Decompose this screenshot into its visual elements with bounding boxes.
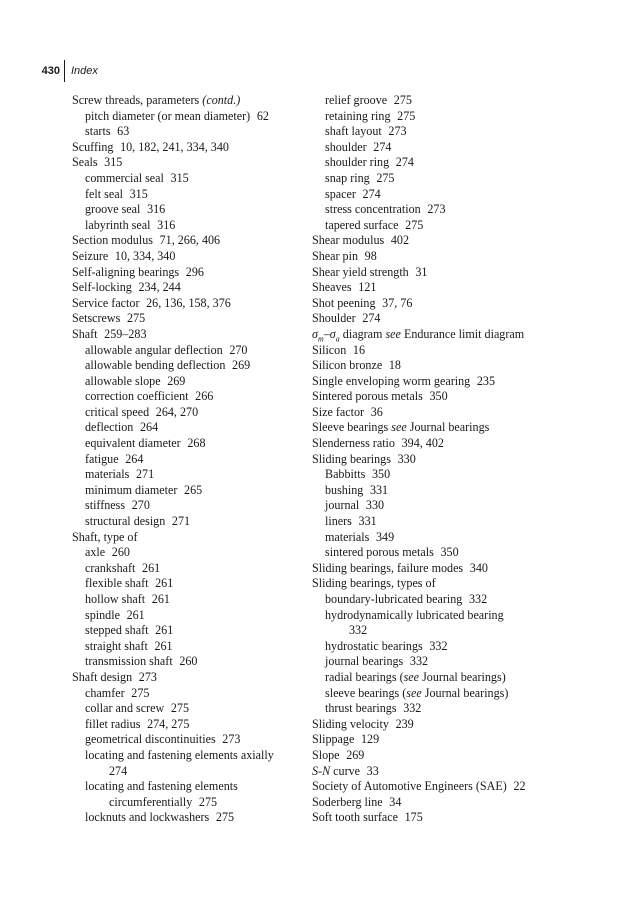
index-entry — [72, 530, 302, 546]
entry-term: relief groove — [325, 93, 388, 107]
entry-term: hydrodynamically lubricated bearing — [325, 607, 504, 622]
entry-term: locating and fastening elements axially — [85, 747, 274, 762]
page-refs: 260 — [179, 654, 198, 669]
index-entry — [312, 389, 612, 405]
index-entry — [312, 639, 612, 655]
entry-term: fillet radius — [85, 716, 141, 731]
index-entry — [312, 670, 612, 686]
index-entry — [312, 530, 612, 546]
index-entry — [312, 483, 612, 499]
index-entry — [312, 109, 612, 125]
entry-term: collar and screw — [85, 701, 165, 716]
entry-term: thrust bearings — [325, 701, 397, 716]
page-refs: 63 — [117, 124, 130, 139]
entry-term: Sintered porous metals — [312, 389, 423, 404]
page-refs: 332 — [409, 654, 429, 669]
page-refs: 261 — [151, 592, 170, 606]
page-refs: 33 — [366, 763, 379, 778]
index-entry — [312, 732, 612, 748]
index-entry — [72, 327, 302, 343]
index-entry — [312, 717, 612, 733]
entry-term: Shaft design — [72, 669, 133, 684]
header-divider — [64, 60, 65, 82]
index-entry — [312, 140, 612, 156]
entry-term: curve — [333, 763, 361, 778]
entry-term: Society of Automotive Engineers (SAE) — [312, 779, 507, 794]
entry-term: Shear yield strength — [312, 264, 409, 279]
entry-term: Section modulus — [72, 233, 153, 248]
entry-term: labyrinth seal — [85, 217, 151, 232]
entry-term: allowable slope — [85, 373, 161, 388]
index-entry — [312, 795, 612, 811]
entry-term: Shear modulus — [312, 233, 385, 248]
page-refs: 261 — [154, 638, 173, 653]
entry-term: radial bearings — [325, 669, 397, 684]
index-entry — [72, 795, 302, 811]
see-target: Journal bearings — [424, 685, 505, 700]
page-refs: 275 — [405, 217, 424, 232]
page-refs: 273 — [138, 669, 157, 684]
index-entry — [312, 218, 612, 234]
index-entry — [312, 748, 612, 764]
subscript-a: a — [335, 334, 340, 344]
index-entry — [72, 296, 302, 312]
page-refs: 332 — [403, 701, 422, 716]
entry-term: sintered porous metals — [325, 545, 434, 560]
entry-term: starts — [85, 124, 111, 139]
page-refs: 270 — [131, 498, 150, 513]
index-entry — [312, 327, 612, 343]
page-refs: 235 — [476, 373, 495, 388]
index-entry — [72, 109, 302, 125]
page-refs: 239 — [395, 716, 414, 731]
entry-term: locknuts and lockwashers — [85, 810, 210, 825]
page-refs: 275 — [131, 685, 150, 700]
entry-term: Silicon — [312, 342, 347, 357]
page-refs: 260 — [111, 545, 130, 560]
entry-term: spindle — [85, 607, 120, 622]
page-refs: 22 — [513, 779, 526, 794]
index-entry — [312, 654, 612, 670]
index-entry — [72, 187, 302, 203]
page-refs: 268 — [187, 436, 206, 451]
entry-term: minimum diameter — [85, 482, 178, 497]
index-entry — [312, 686, 612, 702]
index-entry — [72, 545, 302, 561]
index-entry — [312, 436, 612, 452]
page-refs: 26, 136, 158, 376 — [146, 295, 231, 310]
entry-term: structural design — [85, 514, 166, 529]
index-entry — [72, 764, 302, 780]
entry-term: Size factor — [312, 404, 365, 419]
index-entry — [312, 311, 612, 327]
page-refs: 275 — [393, 93, 412, 107]
index-entry — [72, 467, 302, 483]
entry-term: straight shaft — [85, 638, 148, 653]
page-refs: 259–283 — [104, 326, 147, 341]
index-entry — [312, 701, 612, 717]
index-entry — [72, 249, 302, 265]
subscript-m: m — [317, 334, 324, 344]
index-entry — [72, 155, 302, 171]
entry-term: spacer — [325, 186, 356, 201]
sigma-m: $\sigma_m$ — [312, 326, 324, 344]
page-refs: 350 — [440, 545, 459, 560]
page-refs: 275 — [198, 794, 218, 809]
page-refs: 261 — [155, 576, 174, 591]
index-entry — [312, 249, 612, 265]
entry-term: circumferentially — [109, 794, 193, 809]
page-refs: 275 — [215, 810, 235, 825]
index-entry — [312, 623, 612, 639]
page-refs: 234, 244 — [138, 280, 181, 295]
index-entry — [72, 218, 302, 234]
page-refs: 296 — [185, 264, 204, 279]
entry-term: crankshaft — [85, 560, 136, 575]
entry-term: deflection — [85, 420, 134, 435]
page-refs: 275 — [127, 311, 146, 326]
index-entry — [72, 140, 302, 156]
page-refs: 332 — [429, 638, 448, 653]
entry-term: boundary-lubricated bearing — [325, 592, 463, 606]
see-target: Journal bearings — [422, 669, 502, 684]
page-refs: 37, 76 — [382, 295, 413, 310]
entry-term: Shaft, type of — [72, 529, 138, 544]
entry-term: axle — [85, 545, 106, 560]
entry-term: Sheaves — [312, 280, 352, 295]
page-refs: 330 — [397, 451, 416, 466]
page-refs: 402 — [390, 233, 410, 248]
page-refs: 31 — [415, 264, 428, 279]
index-column-left — [72, 93, 302, 826]
entry-term: retaining ring — [325, 108, 391, 123]
page-refs: 71, 266, 406 — [159, 233, 221, 248]
entry-term: groove seal — [85, 202, 141, 217]
page-refs: 98 — [364, 248, 377, 263]
index-entry — [312, 358, 612, 374]
index-entry — [72, 405, 302, 421]
page-refs: 175 — [404, 810, 423, 825]
index-entry — [72, 779, 302, 795]
page-refs: 265 — [184, 482, 203, 497]
entry-term: geometrical discontinuities — [85, 732, 216, 747]
entry-term: materials — [85, 467, 130, 482]
page-refs: 270 — [229, 342, 248, 357]
entry-term: correction coefficient — [85, 389, 189, 404]
page-refs: 10, 334, 340 — [114, 248, 176, 263]
page-refs: 269 — [167, 373, 186, 388]
entry-term: Slippage — [312, 732, 355, 747]
entry-term: Setscrews — [72, 311, 121, 326]
entry-term: Sliding bearings, failure modes — [312, 560, 464, 575]
index-entry — [72, 233, 302, 249]
entry-term: stiffness — [85, 498, 126, 513]
paren-close: ) — [501, 669, 506, 684]
page-refs: 274, 275 — [147, 716, 190, 731]
page-refs: 264 — [125, 451, 144, 466]
index-entry — [312, 545, 612, 561]
index-entry — [72, 93, 302, 109]
page-refs: 16 — [352, 342, 366, 357]
index-entry — [72, 639, 302, 655]
index-entry — [72, 654, 302, 670]
page-refs: 62 — [256, 108, 269, 123]
page-refs: 273 — [427, 202, 446, 217]
page-refs: 269 — [346, 747, 365, 762]
page-refs: 315 — [129, 186, 148, 201]
page-refs: 330 — [365, 498, 385, 513]
page-refs: 261 — [155, 623, 174, 638]
index-entry — [72, 514, 302, 530]
entry-term: shoulder ring — [325, 155, 390, 170]
entry-term: Single enveloping worm gearing — [312, 373, 471, 388]
entry-term: stepped shaft — [85, 623, 149, 638]
index-entry — [72, 202, 302, 218]
entry-term: allowable angular deflection — [85, 342, 223, 357]
entry-term: Slope — [312, 747, 340, 762]
index-entry — [72, 498, 302, 514]
page-refs: 273 — [222, 732, 241, 747]
paren-close: ) — [504, 685, 509, 700]
see-reference: see — [385, 326, 401, 341]
index-entry — [312, 124, 612, 140]
index-entry — [72, 311, 302, 327]
entry-term: tapered surface — [325, 217, 399, 232]
index-entry — [72, 452, 302, 468]
index-entry — [312, 280, 612, 296]
page-refs: 121 — [358, 280, 377, 295]
page-refs: 274 — [362, 186, 381, 201]
entry-term: journal — [325, 498, 360, 513]
entry-term: Seizure — [72, 248, 109, 263]
index-entry — [72, 576, 302, 592]
index-entry — [312, 187, 612, 203]
index-entry — [72, 436, 302, 452]
section-title: Index — [71, 65, 98, 77]
index-entry — [312, 374, 612, 390]
entry-term: Soft tooth surface — [312, 810, 398, 825]
entry-term: journal bearings — [325, 654, 404, 669]
entry-term: diagram — [342, 326, 383, 341]
index-entry — [72, 420, 302, 436]
entry-term: bushing — [325, 482, 364, 497]
index-entry — [72, 608, 302, 624]
entry-term: commercial seal — [85, 170, 164, 185]
entry-term: materials — [325, 529, 370, 544]
page-refs: 394, 402 — [401, 436, 444, 451]
index-entry — [72, 748, 302, 764]
running-header — [0, 64, 627, 84]
index-entry — [312, 233, 612, 249]
page-refs: 316 — [147, 202, 166, 217]
page-refs: 129 — [360, 732, 380, 747]
entry-term: shoulder — [325, 139, 367, 154]
index-entry — [312, 779, 612, 795]
page-refs: 18 — [388, 358, 401, 373]
entry-term: stress concentration — [325, 202, 421, 217]
entry-term: Scuffing — [72, 139, 114, 154]
page-refs: 275 — [170, 701, 190, 716]
index-entry — [72, 358, 302, 374]
entry-term: allowable bending deflection — [85, 358, 226, 373]
see-target: Journal bearings — [409, 420, 490, 435]
page-refs: 36 — [370, 404, 383, 419]
page-refs: 275 — [376, 170, 395, 185]
index-entry — [72, 280, 302, 296]
paren-open: ( — [402, 685, 407, 700]
entry-term: Seals — [72, 155, 98, 170]
index-entry — [312, 343, 612, 359]
entry-term: Babbitts — [325, 467, 366, 482]
index-entry — [72, 623, 302, 639]
index-entry — [72, 343, 302, 359]
index-entry — [72, 686, 302, 702]
page-refs: 315 — [104, 155, 123, 170]
entry-term: shaft layout — [325, 124, 382, 139]
index-entry — [72, 670, 302, 686]
index-entry — [312, 576, 612, 592]
entry-term: flexible shaft — [85, 576, 149, 591]
entry-term: Sliding bearings, types of — [312, 576, 436, 591]
index-entry — [72, 810, 302, 826]
entry-term: Sleeve bearings — [312, 420, 389, 435]
index-entry — [312, 514, 612, 530]
dash: – — [323, 326, 330, 341]
entry-term: Sliding velocity — [312, 716, 389, 731]
page-refs: 34 — [389, 794, 402, 809]
entry-term: sleeve bearings — [325, 685, 400, 700]
entry-term: Shot peening — [312, 295, 376, 310]
index-entry — [312, 296, 612, 312]
page-refs: 331 — [358, 514, 377, 529]
page-refs: 316 — [157, 217, 176, 232]
index-entry — [312, 467, 612, 483]
sigma-a: $\sigma_a$ — [329, 326, 340, 344]
index-entry — [312, 452, 612, 468]
index-entry — [72, 592, 302, 608]
see-target: Endurance limit diagram — [403, 326, 525, 341]
entry-term: felt seal — [85, 186, 123, 201]
entry-term: Shaft — [72, 326, 98, 341]
index-entry — [312, 561, 612, 577]
index-entry — [312, 93, 612, 109]
index-entry — [72, 389, 302, 405]
page-refs: 315 — [170, 170, 189, 185]
page-refs: 10, 182, 241, 334, 340 — [120, 139, 229, 154]
entry-term: fatigue — [85, 451, 119, 466]
index-entry — [312, 420, 612, 436]
page-refs: 271 — [171, 514, 191, 529]
index-entry — [72, 701, 302, 717]
page-refs: 349 — [375, 529, 395, 544]
page-refs: 273 — [388, 124, 407, 139]
entry-term: snap ring — [325, 170, 370, 185]
entry-term: transmission shaft — [85, 654, 173, 669]
entry-term: Self-locking — [72, 280, 132, 295]
entry-term: Screw threads, parameters — [72, 93, 200, 107]
entry-term: hydrostatic bearings — [325, 638, 423, 653]
index-entry — [312, 608, 612, 624]
page-refs: 350 — [371, 467, 391, 482]
entry-term: Silicon bronze — [312, 358, 383, 373]
index-entry — [312, 155, 612, 171]
index-entry — [312, 764, 612, 780]
page-refs: 332 — [468, 592, 488, 606]
index-entry — [72, 483, 302, 499]
index-entry — [312, 202, 612, 218]
page-refs: 275 — [397, 108, 416, 123]
entry-term: hollow shaft — [85, 592, 146, 606]
page-refs: 264, 270 — [155, 404, 199, 419]
index-entry — [72, 374, 302, 390]
entry-term: Shoulder — [312, 311, 356, 326]
entry-term: Self-aligning bearings — [72, 264, 180, 279]
page-refs: 269 — [232, 358, 251, 373]
entry-term: critical speed — [85, 404, 150, 419]
entry-term: pitch diameter (or mean diameter) — [85, 108, 251, 123]
page-refs: 261 — [126, 607, 145, 622]
page-refs: 274 — [373, 139, 392, 154]
entry-term: Slenderness ratio — [312, 436, 395, 451]
page-refs: 340 — [469, 560, 488, 575]
index-entry — [72, 717, 302, 733]
entry-term: Shear pin — [312, 248, 359, 263]
entry-term: Soderberg line — [312, 794, 383, 809]
page-number: 430 — [41, 65, 60, 77]
index-column-right — [312, 93, 612, 826]
page-refs: 331 — [369, 482, 389, 497]
index-entry — [72, 124, 302, 140]
index-entry — [72, 561, 302, 577]
index-entry — [312, 265, 612, 281]
index-entry — [312, 405, 612, 421]
index-entry — [312, 810, 612, 826]
sn-label: S-N — [312, 763, 331, 778]
paren-open: ( — [399, 669, 404, 684]
page-refs: 332 — [349, 623, 368, 638]
page-refs: 261 — [142, 560, 161, 575]
page-refs: 274 — [395, 155, 414, 170]
see-reference: see — [391, 420, 407, 435]
page-refs: 264 — [140, 420, 159, 435]
index-entry — [72, 171, 302, 187]
entry-term: Sliding bearings — [312, 451, 391, 466]
page-refs: 274 — [362, 311, 381, 326]
index-entry — [312, 592, 612, 608]
continued-note: (contd.) — [202, 93, 241, 107]
entry-term: locating and fastening elements — [85, 779, 238, 794]
see-reference: see — [403, 669, 420, 684]
entry-term: liners — [325, 514, 352, 529]
index-entry — [312, 498, 612, 514]
page-refs: 350 — [429, 389, 448, 404]
page-refs: 266 — [195, 389, 214, 404]
page-refs: 271 — [135, 467, 155, 482]
entry-term: Service factor — [72, 295, 140, 310]
see-reference: see — [406, 685, 422, 700]
index-entry — [72, 732, 302, 748]
page-refs: 274 — [109, 763, 128, 778]
index-entry — [312, 171, 612, 187]
entry-term: equivalent diameter — [85, 436, 181, 451]
index-entry — [72, 265, 302, 281]
entry-term: chamfer — [85, 685, 125, 700]
